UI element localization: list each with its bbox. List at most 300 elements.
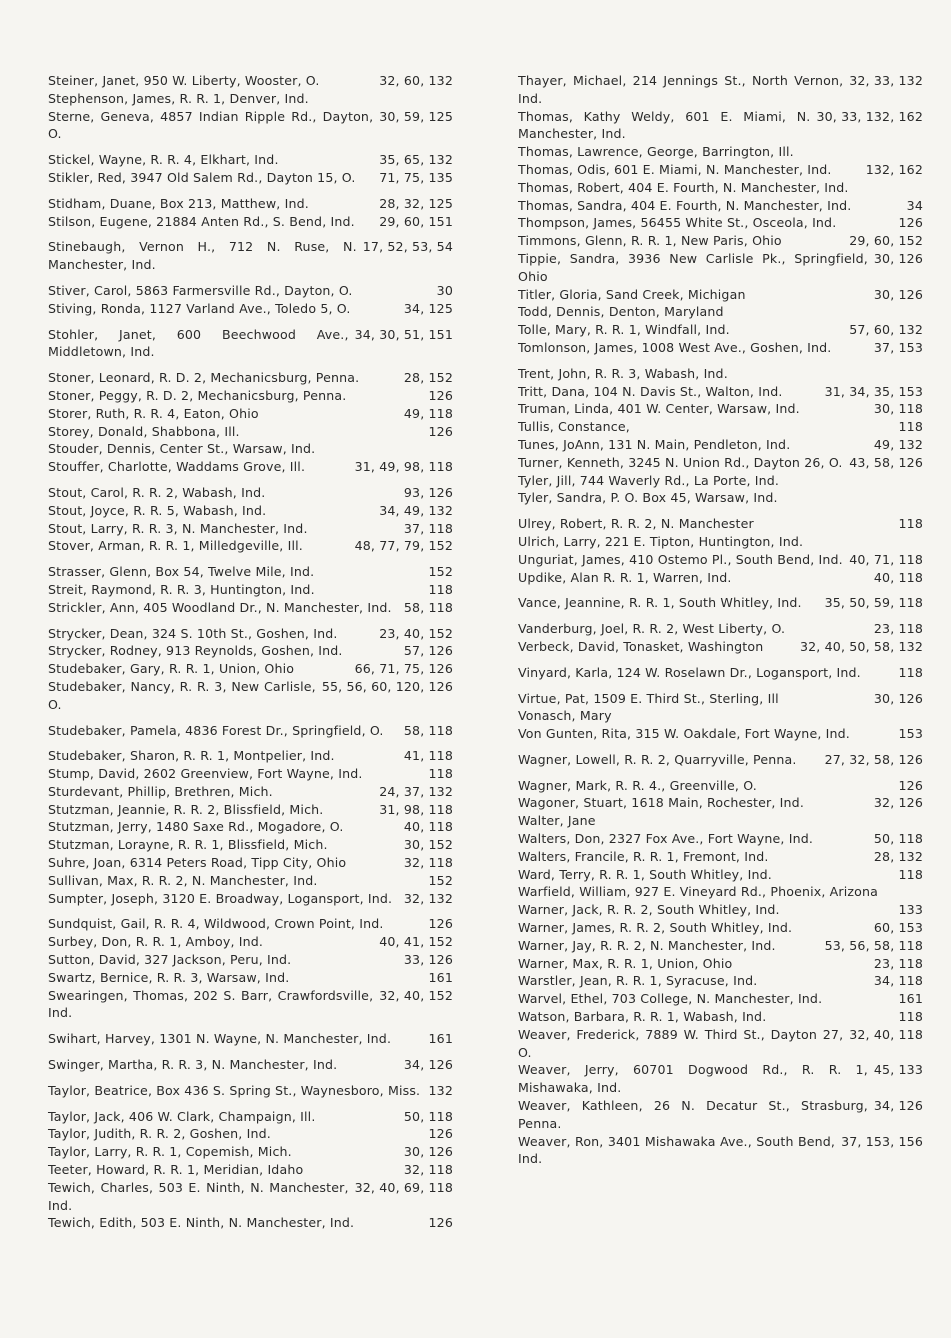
- directory-entry: [48, 625, 453, 643]
- entry-spacer: [48, 1100, 453, 1108]
- directory-entry: [518, 901, 923, 919]
- entry-page-numbers: 34: [901, 197, 923, 215]
- directory-entry: [48, 747, 453, 765]
- directory-entry: [48, 300, 453, 318]
- entry-name-address: Vance, Jeannine, R. R. 1, South Whitley, Ind.: [518, 595, 802, 611]
- entry-page-numbers: 34, 49, 132: [373, 502, 453, 520]
- directory-entry: [48, 581, 453, 599]
- entry-page-numbers: 126: [423, 387, 454, 405]
- entry-name-address: Stinebaugh, Vernon H., 712 N. Ruse, N. Manchester, Ind.: [48, 239, 357, 273]
- directory-entry: [518, 794, 923, 812]
- entry-spacer: [518, 612, 923, 620]
- entry-name-address: Ulrey, Robert, R. R. 2, N. Manchester: [518, 516, 754, 532]
- entry-page-numbers: 53, 56, 58, 118: [819, 937, 923, 955]
- entry-page-numbers: 32, 40, 69, 118: [349, 1179, 453, 1197]
- entry-name-address: Todd, Dennis, Denton, Maryland: [518, 304, 724, 320]
- directory-entry: [48, 836, 453, 854]
- directory-entry: [518, 400, 923, 418]
- directory-entry: [518, 937, 923, 955]
- entry-name-address: Weaver, Kathleen, 26 N. Decatur St., Strasburg, Penna.: [518, 1098, 868, 1131]
- entry-name-address: Sundquist, Gail, R. R. 4, Wildwood, Crown Point, Ind.: [48, 916, 384, 932]
- entry-name-address: Warstler, Jean, R. R. 1, Syracuse, Ind.: [518, 973, 758, 989]
- entry-name-address: Stouffer, Charlotte, Waddams Grove, Ill.: [48, 459, 306, 475]
- entry-spacer: [48, 714, 453, 722]
- entry-name-address: Thayer, Michael, 214 Jennings St., North Vernon, Ind.: [518, 73, 844, 106]
- directory-entry: [518, 812, 923, 830]
- directory-entry: [48, 169, 453, 187]
- entry-page-numbers: 118: [893, 418, 924, 436]
- entry-spacer: [48, 476, 453, 484]
- directory-entry: [518, 919, 923, 937]
- entry-name-address: Strycker, Rodney, 913 Reynolds, Goshen, Ind.: [48, 643, 343, 659]
- entry-spacer: [518, 357, 923, 365]
- entry-name-address: Tunes, JoAnn, 131 N. Main, Pendleton, Ind.: [518, 436, 791, 452]
- entry-name-address: Storey, Donald, Shabbona, Ill.: [48, 423, 240, 439]
- entry-name-address: Stoner, Leonard, R. D. 2, Mechanicsburg, Penna.: [48, 370, 360, 386]
- entry-page-numbers: 40, 118: [398, 818, 453, 836]
- entry-page-numbers: 161: [423, 1030, 454, 1048]
- entry-page-numbers: 126: [423, 915, 454, 933]
- directory-entry: [48, 599, 453, 617]
- entry-name-address: Stoner, Peggy, R. D. 2, Mechanicsburg, Penna.: [48, 387, 347, 403]
- entry-page-numbers: 118: [423, 581, 454, 599]
- directory-entry: [518, 418, 923, 436]
- entry-name-address: Weaver, Ron, 3401 Mishawaka Ave., South Bend, Ind.: [518, 1133, 836, 1167]
- directory-entry: [518, 515, 923, 533]
- entry-page-numbers: 43, 58, 126: [843, 454, 923, 472]
- directory-entry: [518, 955, 923, 973]
- directory-entry: [518, 1026, 923, 1062]
- directory-entry: [48, 387, 453, 405]
- directory-entry: [48, 537, 453, 555]
- entry-page-numbers: 71, 75, 135: [373, 169, 453, 187]
- directory-entry: [48, 1161, 453, 1179]
- entry-page-numbers: 28, 132: [868, 848, 923, 866]
- directory-entry: [518, 1061, 923, 1097]
- entry-name-address: Updike, Alan R. R. 1, Warren, Ind.: [518, 569, 732, 585]
- directory-entry: [518, 751, 923, 769]
- entry-name-address: Stout, Carol, R. R. 2, Wabash, Ind.: [48, 484, 266, 500]
- directory-entry: [518, 866, 923, 884]
- entry-name-address: Stouder, Dennis, Center St., Warsaw, Ind.: [48, 441, 316, 457]
- entry-name-address: Stout, Larry, R. R. 3, N. Manchester, Ind.: [48, 520, 308, 536]
- entry-page-numbers: 152: [423, 563, 454, 581]
- directory-entry: [518, 72, 923, 108]
- entry-spacer: [48, 361, 453, 369]
- directory-entry: [518, 638, 923, 656]
- entry-name-address: Stiver, Carol, 5863 Farmersville Rd., Dayton, O.: [48, 282, 353, 298]
- entry-name-address: Stidham, Duane, Box 213, Matthew, Ind.: [48, 195, 309, 211]
- entry-name-address: Stiving, Ronda, 1127 Varland Ave., Toledo 5, O.: [48, 300, 351, 316]
- entry-spacer: [518, 507, 923, 515]
- directory-entry: [48, 818, 453, 836]
- directory-entry: [48, 195, 453, 213]
- entry-page-numbers: 30: [431, 282, 453, 300]
- entry-name-address: Tomlonson, James, 1008 West Ave., Goshen, Ind.: [518, 339, 832, 355]
- entry-name-address: Warner, James, R. R. 2, South Whitley, Ind.: [518, 920, 793, 936]
- directory-entry: [518, 472, 923, 490]
- directory-entry: [518, 569, 923, 587]
- entry-page-numbers: 126: [893, 214, 924, 232]
- entry-spacer: [48, 1074, 453, 1082]
- directory-entry: [48, 1056, 453, 1074]
- entry-page-numbers: 55, 56, 60, 120, 126: [316, 678, 453, 696]
- entry-page-numbers: 50, 118: [868, 830, 923, 848]
- directory-entry: [518, 1133, 923, 1169]
- entry-page-numbers: 133: [893, 901, 924, 919]
- entry-name-address: Watson, Barbara, R. R. 1, Wabash, Ind.: [518, 1009, 767, 1025]
- entry-page-numbers: 132: [423, 1082, 454, 1100]
- directory-entry: [518, 339, 923, 357]
- entry-name-address: Stover, Arman, R. R. 1, Milledgeville, Ill.: [48, 538, 303, 554]
- directory-entry: [48, 1108, 453, 1126]
- entry-name-address: Weaver, Jerry, 60701 Dogwood Rd., R. R. 1, Mishawaka, Ind.: [518, 1062, 868, 1096]
- directory-entry: [48, 151, 453, 169]
- entry-name-address: Streit, Raymond, R. R. 3, Huntington, Ind.: [48, 581, 315, 597]
- directory-entry: [48, 405, 453, 423]
- entry-name-address: Tritt, Dana, 104 N. Davis St., Walton, Ind.: [518, 383, 783, 399]
- directory-entry: [518, 250, 923, 286]
- entry-name-address: Wagoner, Stuart, 1618 Main, Rochester, Ind.: [518, 795, 804, 811]
- entry-spacer: [518, 586, 923, 594]
- directory-entry: [518, 108, 923, 144]
- entry-name-address: Warner, Jay, R. R. 2, N. Manchester, Ind.: [518, 937, 776, 953]
- entry-name-address: Taylor, Larry, R. R. 1, Copemish, Mich.: [48, 1144, 292, 1160]
- entry-page-numbers: 33, 126: [398, 951, 453, 969]
- entry-page-numbers: 60, 153: [868, 919, 923, 937]
- directory-entry: [48, 890, 453, 908]
- directory-entry: [518, 197, 923, 215]
- entry-name-address: Taylor, Jack, 406 W. Clark, Champaign, Ill.: [48, 1108, 316, 1124]
- directory-entry: [518, 143, 923, 161]
- entry-name-address: Thomas, Odis, 601 E. Miami, N. Manchester, Ind.: [518, 161, 832, 177]
- entry-name-address: Virtue, Pat, 1509 E. Third St., Sterling, Ill: [518, 690, 779, 706]
- entry-page-numbers: 66, 71, 75, 126: [349, 660, 453, 678]
- entry-page-numbers: 24, 37, 132: [373, 783, 453, 801]
- entry-name-address: Sumpter, Joseph, 3120 E. Broadway, Logansport, Ind.: [48, 890, 393, 906]
- entry-name-address: Strickler, Ann, 405 Woodland Dr., N. Manchester, Ind.: [48, 599, 392, 615]
- entry-spacer: [518, 682, 923, 690]
- entry-name-address: Stohler, Janet, 600 Beechwood Ave., Middletown, Ind.: [48, 326, 349, 360]
- entry-name-address: Strasser, Glenn, Box 54, Twelve Mile, Ind.: [48, 564, 315, 580]
- entry-name-address: Studebaker, Sharon, R. R. 1, Montpelier, Ind.: [48, 748, 335, 764]
- entry-page-numbers: 30, 126: [868, 690, 923, 708]
- entry-name-address: Studebaker, Gary, R. R. 1, Union, Ohio: [48, 661, 295, 677]
- entry-page-numbers: 57, 126: [398, 642, 453, 660]
- entry-page-numbers: 41, 118: [398, 747, 453, 765]
- entry-page-numbers: 34, 126: [868, 1097, 923, 1115]
- directory-entry: [518, 214, 923, 232]
- entry-name-address: Swartz, Bernice, R. R. 3, Warsaw, Ind.: [48, 969, 290, 985]
- directory-entry: [48, 369, 453, 387]
- directory-entry: [48, 563, 453, 581]
- entry-page-numbers: 37, 153, 156: [835, 1133, 923, 1151]
- entry-name-address: Suhre, Joan, 6314 Peters Road, Tipp City, Ohio: [48, 855, 347, 871]
- directory-entry: [48, 783, 453, 801]
- directory-entry: [518, 383, 923, 401]
- directory-entry: [518, 321, 923, 339]
- directory-entry: [48, 484, 453, 502]
- entry-page-numbers: 31, 98, 118: [373, 801, 453, 819]
- directory-entry: [48, 108, 453, 144]
- entry-name-address: Walters, Francile, R. R. 1, Fremont, Ind.: [518, 848, 769, 864]
- entry-page-numbers: 57, 60, 132: [843, 321, 923, 339]
- entry-page-numbers: 30, 59, 125: [373, 108, 453, 126]
- entry-page-numbers: 32, 132: [398, 890, 453, 908]
- entry-page-numbers: 29, 60, 151: [373, 213, 453, 231]
- directory-entry: [518, 179, 923, 197]
- entry-page-numbers: 27, 32, 58, 126: [819, 751, 923, 769]
- entry-name-address: Storer, Ruth, R. R. 4, Eaton, Ohio: [48, 405, 259, 421]
- entry-spacer: [48, 1048, 453, 1056]
- entry-name-address: Steiner, Janet, 950 W. Liberty, Wooster, O.: [48, 73, 320, 88]
- entry-spacer: [48, 143, 453, 151]
- entry-spacer: [48, 617, 453, 625]
- entry-page-numbers: 40, 118: [868, 569, 923, 587]
- directory-entry: [518, 620, 923, 638]
- entry-name-address: Trent, John, R. R. 3, Wabash, Ind.: [518, 365, 728, 381]
- directory-entry: [518, 303, 923, 321]
- entry-page-numbers: 161: [893, 990, 924, 1008]
- entry-name-address: Stickel, Wayne, R. R. 4, Elkhart, Ind.: [48, 152, 279, 168]
- entry-name-address: Warfield, William, 927 E. Vineyard Rd., Phoenix, Arizona: [518, 884, 879, 900]
- entry-page-numbers: 34, 125: [398, 300, 453, 318]
- directory-entry: [48, 213, 453, 231]
- directory-entry: [48, 326, 453, 362]
- entry-page-numbers: 32, 33, 132: [843, 72, 923, 90]
- entry-page-numbers: 35, 65, 132: [373, 151, 453, 169]
- entry-spacer: [48, 907, 453, 915]
- directory-entry: [48, 72, 453, 90]
- directory-entry: [48, 969, 453, 987]
- entry-page-numbers: 17, 52, 53, 54: [357, 238, 453, 256]
- entry-name-address: Tyler, Jill, 744 Waverly Rd., La Porte, Ind.: [518, 472, 780, 488]
- entry-page-numbers: 37, 118: [398, 520, 453, 538]
- entry-page-numbers: 93, 126: [398, 484, 453, 502]
- directory-entry: [48, 801, 453, 819]
- entry-page-numbers: 30, 152: [398, 836, 453, 854]
- directory-entry: [518, 454, 923, 472]
- entry-spacer: [518, 769, 923, 777]
- entry-page-numbers: 50, 118: [398, 1108, 453, 1126]
- entry-page-numbers: 118: [893, 866, 924, 884]
- entry-page-numbers: 45, 133: [868, 1061, 923, 1079]
- entry-name-address: Thomas, Robert, 404 E. Fourth, N. Manchester, Ind.: [518, 179, 849, 195]
- entry-page-numbers: 23, 40, 152: [373, 625, 453, 643]
- directory-entry: [518, 883, 923, 901]
- entry-name-address: Weaver, Frederick, 7889 W. Third St., Dayton 27, O.: [518, 1026, 844, 1060]
- entry-name-address: Timmons, Glenn, R. R. 1, New Paris, Ohio: [518, 233, 782, 249]
- directory-entry: [48, 282, 453, 300]
- entry-page-numbers: 28, 152: [398, 369, 453, 387]
- directory-entry: [48, 642, 453, 660]
- entry-page-numbers: 49, 132: [868, 436, 923, 454]
- entry-name-address: Titler, Gloria, Sand Creek, Michigan: [518, 286, 746, 302]
- directory-entry: [48, 1143, 453, 1161]
- directory-entry: [48, 90, 453, 108]
- entry-page-numbers: 23, 118: [868, 955, 923, 973]
- entry-spacer: [48, 230, 453, 238]
- directory-entry: [48, 423, 453, 441]
- entry-name-address: Thomas, Kathy Weldy, 601 E. Miami, N. Manchester, Ind.: [518, 108, 811, 142]
- entry-page-numbers: 32, 60, 132: [373, 72, 453, 90]
- entry-page-numbers: 58, 118: [398, 599, 453, 617]
- entry-page-numbers: 161: [423, 969, 454, 987]
- entry-page-numbers: 118: [893, 515, 924, 533]
- left-column: [48, 72, 453, 1232]
- directory-entry: [48, 1214, 453, 1232]
- entry-name-address: Stump, David, 2602 Greenview, Fort Wayne, Ind.: [48, 766, 363, 782]
- entry-page-numbers: 126: [893, 777, 924, 795]
- entry-spacer: [48, 1022, 453, 1030]
- entry-page-numbers: 40, 41, 152: [373, 933, 453, 951]
- entry-name-address: Stilson, Eugene, 21884 Anten Rd., S. Bend, Ind.: [48, 213, 355, 229]
- entry-page-numbers: 29, 60, 152: [843, 232, 923, 250]
- directory-entry: [48, 1082, 453, 1100]
- entry-name-address: Stutzman, Lorayne, R. R. 1, Blissfield, Mich.: [48, 837, 328, 853]
- directory-entry: [48, 915, 453, 933]
- entry-name-address: Warner, Jack, R. R. 2, South Whitley, Ind.: [518, 902, 780, 918]
- entry-page-numbers: 48, 77, 79, 152: [349, 537, 453, 555]
- entry-name-address: Taylor, Beatrice, Box 436 S. Spring St., Waynesboro, Miss.: [48, 1082, 421, 1098]
- entry-name-address: Unguriat, James, 410 Ostemo Pl., South Bend, Ind.: [518, 551, 843, 567]
- entry-page-numbers: 153: [893, 725, 924, 743]
- entry-spacer: [518, 743, 923, 751]
- entry-name-address: Teeter, Howard, R. R. 1, Meridian, Idaho: [48, 1162, 304, 1178]
- entry-name-address: Strycker, Dean, 324 S. 10th St., Goshen, Ind.: [48, 625, 338, 641]
- entry-name-address: Walters, Don, 2327 Fox Ave., Fort Wayne, Ind.: [518, 831, 814, 847]
- entry-name-address: Tullis, Constance,: [518, 419, 630, 435]
- entry-name-address: Tewich, Edith, 503 E. Ninth, N. Manchester, Ind.: [48, 1215, 355, 1231]
- directory-entry: [48, 854, 453, 872]
- directory-entry: [48, 987, 453, 1023]
- entry-name-address: Stephenson, James, R. R. 1, Denver, Ind.: [48, 90, 309, 106]
- entry-page-numbers: 30, 126: [868, 250, 923, 268]
- entry-page-numbers: 118: [893, 1008, 924, 1026]
- directory-entry: [48, 765, 453, 783]
- directory-entry: [48, 951, 453, 969]
- entry-spacer: [518, 656, 923, 664]
- entry-page-numbers: 32, 118: [398, 854, 453, 872]
- directory-entry: [48, 238, 453, 274]
- directory-entry: [518, 990, 923, 1008]
- directory-entry: [518, 725, 923, 743]
- entry-page-numbers: 32, 40, 50, 58, 132: [794, 638, 923, 656]
- entry-name-address: Warvel, Ethel, 703 College, N. Manchester, Ind.: [518, 991, 823, 1007]
- entry-page-numbers: 126: [423, 1214, 454, 1232]
- entry-page-numbers: 30, 33, 132, 162: [810, 108, 923, 126]
- entry-page-numbers: 132, 162: [860, 161, 923, 179]
- directory-entry: [48, 722, 453, 740]
- entry-name-address: Taylor, Judith, R. R. 2, Goshen, Ind.: [48, 1126, 271, 1142]
- directory-entry: [48, 1030, 453, 1048]
- entry-page-numbers: 152: [423, 872, 454, 890]
- directory-entry: [48, 660, 453, 678]
- entry-page-numbers: 35, 50, 59, 118: [819, 594, 923, 612]
- entry-page-numbers: 118: [893, 664, 924, 682]
- entry-name-address: Von Gunten, Rita, 315 W. Oakdale, Fort Wayne, Ind.: [518, 726, 850, 742]
- entry-spacer: [48, 739, 453, 747]
- entry-page-numbers: 31, 49, 98, 118: [349, 458, 453, 476]
- entry-page-numbers: 30, 118: [868, 400, 923, 418]
- entry-page-numbers: 30, 126: [868, 286, 923, 304]
- entry-name-address: Verbeck, David, Tonasket, Washington: [518, 638, 764, 654]
- entry-name-address: Sturdevant, Phillip, Brethren, Mich.: [48, 783, 273, 799]
- directory-entry: [48, 1179, 453, 1215]
- entry-page-numbers: 118: [423, 765, 454, 783]
- directory-entry: [518, 707, 923, 725]
- entry-name-address: Wagner, Mark, R. R. 4., Greenville, O.: [518, 777, 757, 793]
- entry-spacer: [48, 274, 453, 282]
- directory-entry: [518, 690, 923, 708]
- entry-spacer: [48, 318, 453, 326]
- entry-page-numbers: 30, 126: [398, 1143, 453, 1161]
- directory-entry: [48, 1125, 453, 1143]
- entry-page-numbers: 126: [423, 1125, 454, 1143]
- entry-name-address: Sutton, David, 327 Jackson, Peru, Ind.: [48, 952, 292, 968]
- directory-entry: [518, 972, 923, 990]
- directory-entry: [48, 502, 453, 520]
- directory-entry: [518, 1008, 923, 1026]
- entry-name-address: Tolle, Mary, R. R. 1, Windfall, Ind.: [518, 322, 730, 338]
- directory-entry: [518, 551, 923, 569]
- entry-page-numbers: 37, 153: [868, 339, 923, 357]
- directory-entry: [518, 830, 923, 848]
- entry-page-numbers: 34, 118: [868, 972, 923, 990]
- entry-page-numbers: 58, 118: [398, 722, 453, 740]
- entry-page-numbers: 31, 34, 35, 153: [819, 383, 923, 401]
- entry-name-address: Swihart, Harvey, 1301 N. Wayne, N. Manchester, Ind.: [48, 1031, 392, 1047]
- entry-name-address: Ulrich, Larry, 221 E. Tipton, Huntington, Ind.: [518, 533, 804, 549]
- directory-entry: [518, 232, 923, 250]
- entry-page-numbers: 34, 126: [398, 1056, 453, 1074]
- entry-page-numbers: 126: [423, 423, 454, 441]
- entry-name-address: Walter, Jane: [518, 813, 596, 829]
- entry-name-address: Wagner, Lowell, R. R. 2, Quarryville, Penna.: [518, 751, 797, 767]
- entry-name-address: Truman, Linda, 401 W. Center, Warsaw, Ind.: [518, 401, 800, 417]
- entry-page-numbers: 34, 30, 51, 151: [349, 326, 453, 344]
- entry-name-address: Sterne, Geneva, 4857 Indian Ripple Rd., Dayton, O.: [48, 108, 374, 142]
- directory-entry: [48, 458, 453, 476]
- entry-name-address: Vonasch, Mary: [518, 708, 612, 724]
- entry-name-address: Ward, Terry, R. R. 1, South Whitley, Ind.: [518, 866, 772, 882]
- entry-name-address: Thomas, Lawrence, George, Barrington, Ill.: [518, 144, 794, 160]
- entry-page-numbers: 23, 118: [868, 620, 923, 638]
- entry-name-address: Thomas, Sandra, 404 E. Fourth, N. Manchester, Ind.: [518, 197, 852, 213]
- directory-entry: [518, 594, 923, 612]
- directory-entry: [48, 440, 453, 458]
- entry-name-address: Studebaker, Nancy, R. R. 3, New Carlisle, O.: [48, 678, 316, 712]
- right-column: [518, 72, 923, 1168]
- entry-spacer: [48, 555, 453, 563]
- entry-page-numbers: 49, 118: [398, 405, 453, 423]
- entry-spacer: [48, 187, 453, 195]
- directory-entry: [518, 161, 923, 179]
- directory-entry: [518, 777, 923, 795]
- directory-entry: [518, 848, 923, 866]
- entry-name-address: Thompson, James, 56455 White St., Osceola, Ind.: [518, 215, 837, 231]
- entry-page-numbers: 40, 71, 118: [843, 551, 923, 569]
- entry-page-numbers: 32, 40, 118: [843, 1026, 923, 1044]
- directory-entry: [518, 533, 923, 551]
- directory-entry: [518, 489, 923, 507]
- directory-entry: [518, 664, 923, 682]
- entry-name-address: Vinyard, Karla, 124 W. Roselawn Dr., Logansport, Ind.: [518, 664, 861, 680]
- entry-name-address: Warner, Max, R. R. 1, Union, Ohio: [518, 955, 733, 971]
- entry-name-address: Swinger, Martha, R. R. 3, N. Manchester, Ind.: [48, 1057, 338, 1073]
- entry-name-address: Vanderburg, Joel, R. R. 2, West Liberty, O.: [518, 621, 786, 637]
- entry-name-address: Stikler, Red, 3947 Old Salem Rd., Dayton 15, O.: [48, 169, 356, 185]
